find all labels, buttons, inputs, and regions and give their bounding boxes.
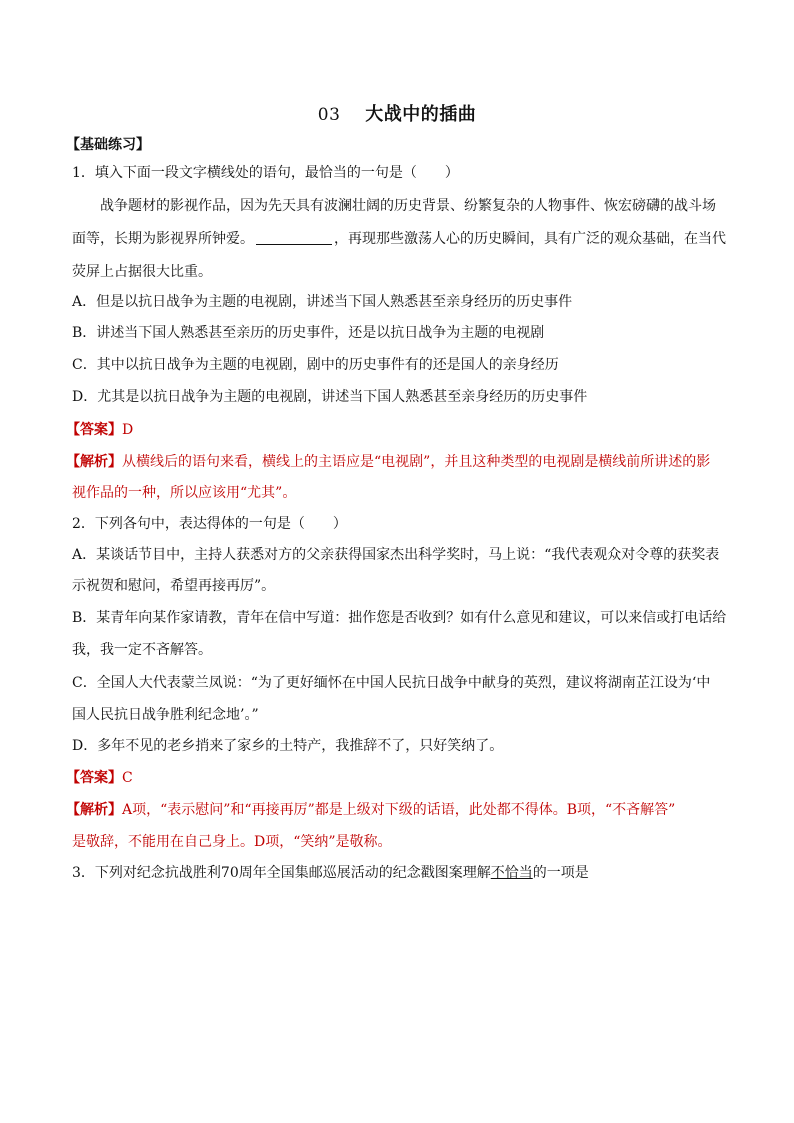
q2-analysis-text1: A项，“表示慰问”和“再接再厉”都是上级对下级的话语，此处都不得体。B项，“不吝解答” (122, 802, 676, 818)
q2-answer (66, 768, 726, 788)
q3-stem-post: 的一项是 (532, 865, 589, 881)
q1-stem: 1．填入下面一段文字横线处的语句，最恰当的一句是（ ） (72, 165, 459, 181)
q2-analysis-tag: 【解析】 (66, 802, 122, 818)
q1-passage-line1: 战争题材的影视作品，因为先天具有波澜壮阔的历史背景、纷繁复杂的人物事件、恢宏磅礴的战斗场 (100, 198, 716, 214)
q1-analysis-line2: 视作品的一种，所以应该用“尤其”。 (72, 485, 297, 501)
q1-analysis-tag: 【解析】 (66, 454, 122, 470)
q1-option-a: A．但是以抗日战争为主题的电视剧，讲述当下国人熟悉甚至亲身经历的历史事件 (72, 294, 573, 310)
q2-option-c-line2: 国人民抗日战争胜利纪念地’。” (72, 707, 259, 723)
q1-fill-blank (256, 230, 332, 245)
lesson-title: 大战中的插曲 (365, 104, 477, 125)
q2-stem: 2．下列各句中，表达得体的一句是（ ） (72, 516, 347, 532)
q1-option-d: D．尤其是以抗日战争为主题的电视剧，讲述当下国人熟悉甚至亲身经历的历史事件 (72, 389, 588, 405)
q3-stem-pre: 3．下列对纪念抗战胜利70周年全国集邮巡展活动的纪念戳图案理解 (72, 865, 491, 881)
q1-answer-value: D (122, 422, 134, 438)
q2-analysis-line2: 是敬辞，不能用在自己身上。D项，“笑纳”是敬称。 (72, 834, 392, 850)
q1-option-c: C．其中以抗日战争为主题的电视剧，剧中的历史事件有的还是国人的亲身经历 (72, 357, 559, 373)
q1-answer (66, 420, 726, 440)
page-title (0, 100, 794, 126)
section-label: 【基础练习】 (66, 137, 150, 153)
q2-option-a-line1: A．某谈话节目中，主持人获悉对方的父亲获得国家杰出科学奖时，马上说：“我代表观众对令尊的获奖表 (72, 547, 720, 563)
q2-answer-tag: 【答案】 (66, 770, 122, 786)
q2-option-b-line1: B．某青年向某作家请教，青年在信中写道：拙作您是否收到？如有什么意见和建议，可以来信或打电话给 (72, 610, 727, 626)
q2-option-d-line1: D．多年不见的老乡捎来了家乡的土特产，我推辞不了，只好笑纳了。 (72, 738, 504, 754)
q3-stem (72, 863, 732, 883)
q1-option-b: B．讲述当下国人熟悉甚至亲历的历史事件，还是以抗日战争为主题的电视剧 (72, 325, 545, 341)
q1-passage-line2 (72, 229, 732, 249)
q1-analysis-line1 (66, 452, 726, 472)
q1-answer-tag: 【答案】 (66, 422, 122, 438)
q1-passage-line2-post: ，再现那些激荡人心的历史瞬间，具有广泛的观众基础，在当代 (334, 231, 726, 247)
lesson-number: 03 (317, 105, 341, 125)
q1-analysis-text1: 从横线后的语句来看，横线上的主语应是“电视剧”，并且这种类型的电视剧是横线前所讲述的影 (122, 454, 711, 470)
q2-analysis-line1 (66, 800, 726, 820)
q1-passage-line2-pre: 面等，长期为影视界所钟爱。 (72, 231, 254, 247)
q2-option-a-line2: 示祝贺和慰问，希望再接再厉”。 (72, 578, 276, 594)
q2-answer-value: C (122, 770, 133, 786)
q2-option-b-line2: 我，我一定不吝解答。 (72, 642, 212, 658)
q1-passage-line3: 荧屏上占据很大比重。 (72, 264, 212, 280)
q3-stem-underlined: 不恰当 (490, 865, 533, 881)
q2-option-c-line1: C．全国人大代表蒙兰凤说：“为了更好缅怀在中国人民抗日战争中献身的英烈，建议将湖南芷江设为‘中 (72, 675, 711, 691)
